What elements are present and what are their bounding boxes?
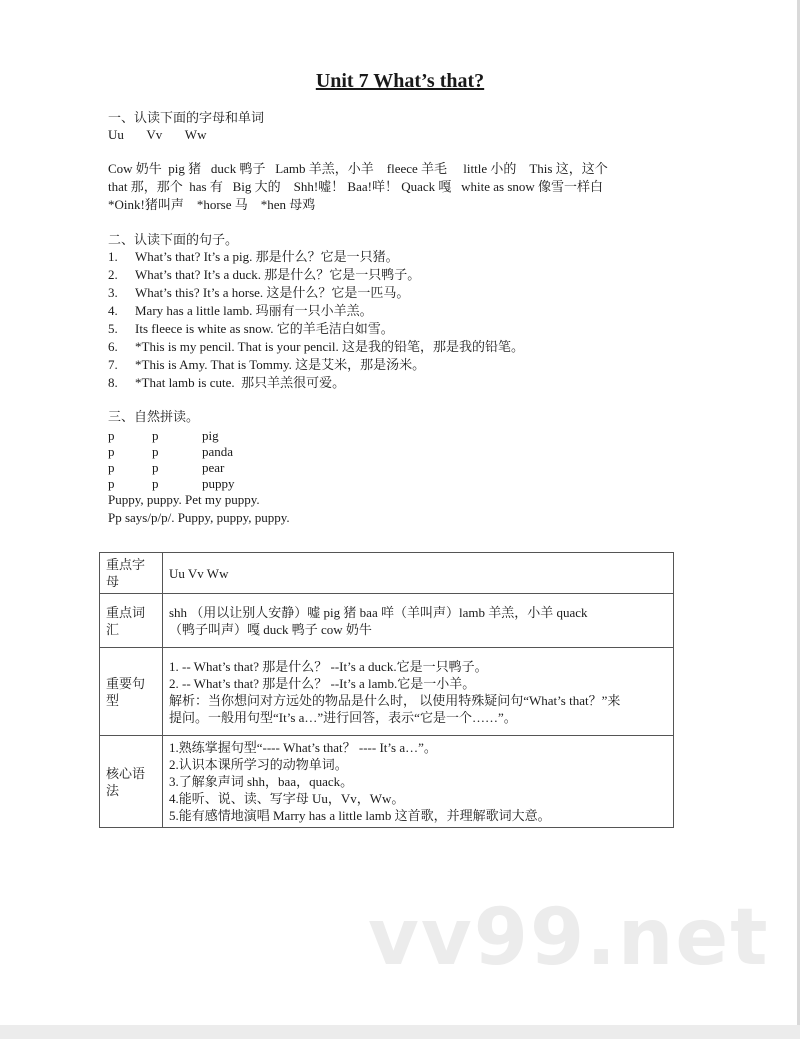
row-content [163, 594, 674, 648]
section2-heading: 二、认读下面的句子。 [108, 232, 239, 247]
watermark: vv99.net [368, 893, 770, 983]
content-line: （鸭子叫声）嘎 duck 鸭子 cow 奶牛 [169, 621, 372, 637]
sentence-number: 4. [108, 303, 118, 318]
sentence-number: 7. [108, 357, 118, 372]
content-line: 提问。一般用句型“It’s a…”进行回答，表示“它是一个……”。 [169, 709, 517, 725]
vocab-line: *Oink!猪叫声 *horse 马 *hen 母鸡 [108, 197, 316, 212]
phonics-letter: p [108, 460, 115, 475]
page-edge-bottom [0, 1025, 800, 1039]
table-row [100, 553, 674, 594]
content-line: Uu Vv Ww [169, 565, 229, 581]
chant-line: Pp says/p/p/. Puppy, puppy, puppy. [108, 510, 290, 525]
sentence-number: 5. [108, 321, 118, 336]
chant-line: Puppy, puppy. Pet my puppy. [108, 492, 260, 507]
sentence-text: What’s that? It’s a pig. 那是什么？它是一只猪。 [135, 249, 399, 264]
phonics-letter: p [152, 476, 159, 491]
phonics-letter: p [152, 460, 159, 475]
section3-heading: 三、自然拼读。 [108, 409, 200, 424]
content-line: shh （用以让别人安静）嘘 pig 猪 baa 咩（羊叫声）lamb 羊羔，小羊 quack [169, 604, 588, 620]
sentence-text: *This is Amy. That is Tommy. 这是艾米，那是汤米。 [135, 357, 426, 372]
content-line: 2.认识本课所学习的动物单词。 [169, 757, 348, 772]
row-label: 重点字母 [100, 553, 163, 594]
content-line: 4.能听、说、读、写字母 Uu，Vv，Ww。 [169, 791, 405, 806]
row-content [163, 553, 674, 594]
phonics-word: panda [202, 444, 234, 459]
sentence-number: 6. [108, 339, 118, 354]
sentence-number: 2. [108, 267, 118, 282]
phonics-letter: p [108, 476, 115, 491]
letters-line: Uu Vv Ww [108, 127, 207, 142]
row-content [163, 736, 674, 828]
row-content [163, 648, 674, 736]
sentence-number: 1. [108, 249, 118, 264]
content-line: 5.能有感情地演唱 Marry has a little lamb 这首歌，并理解歌词大意。 [169, 808, 551, 823]
phonics-letter: p [108, 444, 115, 459]
table-row [100, 648, 674, 736]
phonics-word: pear [202, 460, 225, 475]
phonics-word: pig [202, 428, 219, 443]
sentence-text: *This is my pencil. That is your pencil. 这是我的铅笔，那是我的铅笔。 [135, 339, 525, 354]
sentence-text: What’s this? It’s a horse. 这是什么？它是一匹马。 [135, 285, 410, 300]
page-title: Unit 7 What’s that? [315, 70, 485, 92]
content-line: 1. -- What’s that? 那是什么？ --It’s a duck.它是一只鸭子。 [169, 658, 488, 674]
row-label: 重点词汇 [100, 594, 163, 648]
phonics-word: puppy [202, 476, 235, 491]
sentence-number: 8. [108, 375, 118, 390]
sentence-text: Mary has a little lamb. 玛丽有一只小羊羔。 [135, 303, 373, 318]
vocab-line: that 那，那个 has 有 Big 大的 Shh!嘘！ Baa!咩！ Quack 嘎 white as snow 像雪一样白 [108, 179, 604, 194]
phonics-letter: p [152, 428, 159, 443]
content-line: 解析：当你想问对方远处的物品是什么时， 以使用特殊疑问句“What’s that？”来 [169, 692, 621, 708]
table-row [100, 594, 674, 648]
sentence-number: 3. [108, 285, 118, 300]
summary-table [99, 552, 674, 828]
vocab-line: Cow 奶牛 pig 猪 duck 鸭子 Lamb 羊羔，小羊 fleece 羊毛 little 小的 This 这，这个 [108, 161, 608, 176]
section1-heading: 一、认读下面的字母和单词 [108, 110, 265, 125]
phonics-letter: p [108, 428, 115, 443]
row-label: 重要句型 [100, 648, 163, 736]
content-line: 3.了解象声词 shh，baa，quack。 [169, 774, 354, 789]
sentence-text: *That lamb is cute. 那只羊羔很可爱。 [135, 375, 346, 390]
table-row [100, 736, 674, 828]
row-label: 核心语法 [100, 736, 163, 828]
content-line: 2. -- What’s that? 那是什么？ --It’s a lamb.它是一小羊。 [169, 675, 476, 691]
phonics-letter: p [152, 444, 159, 459]
sentence-text: Its fleece is white as snow. 它的羊毛洁白如雪。 [135, 321, 394, 336]
sentence-text: What’s that? It’s a duck. 那是什么？它是一只鸭子。 [135, 267, 421, 282]
content-line: 1.熟练掌握句型“---- What’s that？ ---- It’s a…”。 [169, 740, 437, 755]
